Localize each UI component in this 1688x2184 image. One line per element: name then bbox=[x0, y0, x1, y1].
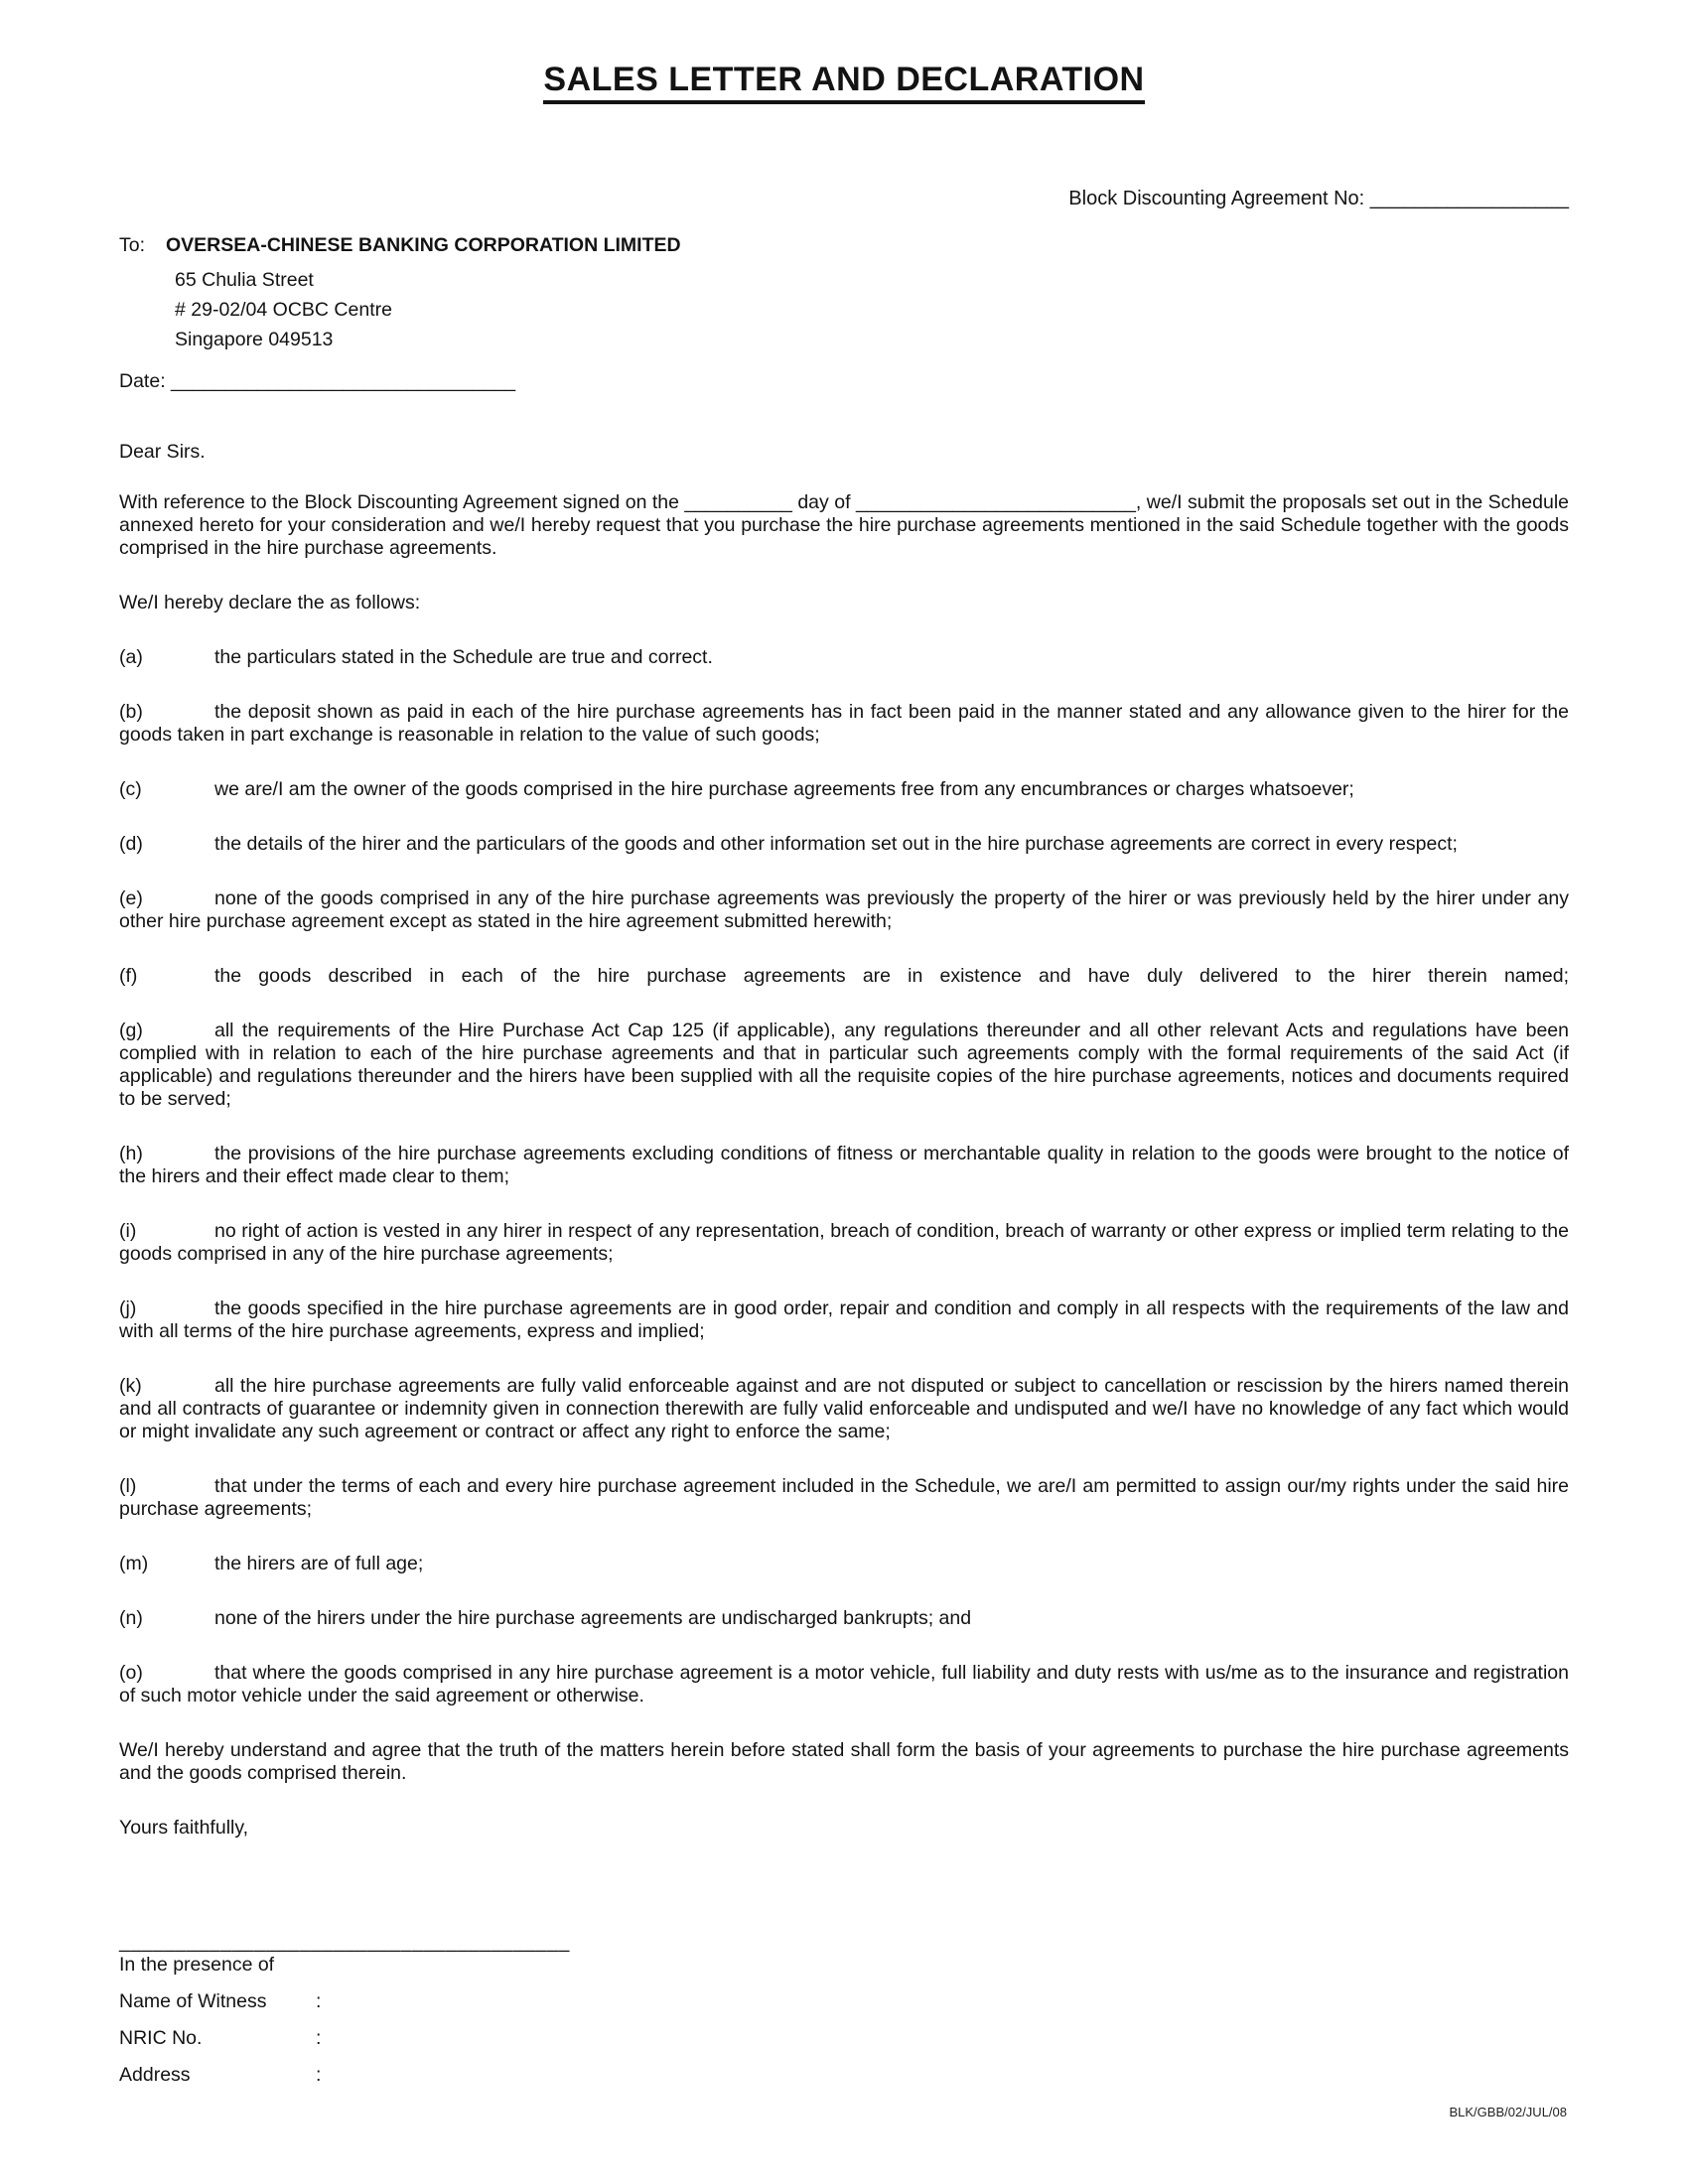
clause-label: (i) bbox=[119, 1220, 137, 1242]
clause-label: (h) bbox=[119, 1143, 143, 1164]
agreement-no-blank: __________________ bbox=[1369, 188, 1569, 209]
witness-name-colon: : bbox=[316, 1990, 322, 2012]
clause-text: all the requirements of the Hire Purchase Act Cap 125 (if applicable), any regulations thereunder and all other relevant Acts and regulations have been complied with in relation to each of the hire purchase agreements and that in particular such agreements comply with the formal requirements of the said Act (if applicable) and regulations thereunder and the hirers have been supplied with all the requisite copies of the hire purchase agreements, notices and documents required to be served; bbox=[119, 1020, 1569, 1110]
salutation: Dear Sirs. bbox=[119, 441, 206, 463]
form-reference-code: BLK/GBB/02/JUL/08 bbox=[1449, 2105, 1567, 2119]
clause-f bbox=[119, 965, 1569, 988]
clause-text: none of the hirers under the hire purchase agreements are undischarged bankrupts; and bbox=[214, 1607, 972, 1629]
clause-text: that under the terms of each and every hire purchase agreement included in the Schedule, we are/I am permitted to assign our/my rights under the said hire purchase agreements; bbox=[119, 1475, 1569, 1520]
clause-k bbox=[119, 1375, 1569, 1443]
address-line: Singapore 049513 bbox=[175, 329, 334, 350]
clause-g bbox=[119, 1020, 1569, 1111]
clause-h bbox=[119, 1143, 1569, 1188]
closing-paragraph: We/I hereby understand and agree that the truth of the matters herein before stated shall form the basis of your agreements to purchase the hire purchase agreements and the goods comprised therein. bbox=[119, 1739, 1569, 1784]
clause-label: (m) bbox=[119, 1553, 149, 1574]
witness-nric-label: NRIC No. bbox=[119, 2027, 203, 2049]
intro-paragraph: With reference to the Block Discounting Agreement signed on the __________ day of __________________________, we/I submit the proposals set out in the Schedule annexed hereto for your consideration and we/I hereby request that you purchase the hire purchase agreements mentioned in the said Schedule together with the goods comprised in the hire purchase agreements. bbox=[119, 491, 1569, 559]
declaration-intro: We/I hereby declare the as follows: bbox=[119, 592, 421, 614]
date-blank: ________________________________ bbox=[171, 370, 516, 392]
clause-m bbox=[119, 1553, 1569, 1575]
clause-a bbox=[119, 646, 1569, 669]
clause-text: the deposit shown as paid in each of the hire purchase agreements has in fact been paid in the manner stated and any allowance given to the hirer for the goods taken in part exchange is reasonable in relation to the value of such goods; bbox=[119, 701, 1569, 746]
clause-j bbox=[119, 1297, 1569, 1343]
witness-name-label: Name of Witness bbox=[119, 1990, 267, 2012]
clause-text: the provisions of the hire purchase agreements excluding conditions of fitness or merchantable quality in relation to the goods were brought to the notice of the hirers and their effect made clear to them; bbox=[119, 1143, 1569, 1187]
witness-row-address bbox=[119, 2064, 1569, 2087]
agreement-no-label: Block Discounting Agreement No: bbox=[1068, 188, 1365, 209]
clause-label: (f) bbox=[119, 965, 138, 987]
clause-label: (c) bbox=[119, 778, 142, 800]
date-label: Date: bbox=[119, 370, 166, 392]
clause-text: none of the goods comprised in any of the hire purchase agreements was previously the property of the hirer or was previously held by the hirer under any other hire purchase agreement except as stated in the hire agreement submitted herewith; bbox=[119, 887, 1569, 932]
clause-label: (b) bbox=[119, 701, 143, 723]
clause-text: the goods described in each of the hire purchase agreements are in existence and have duly delivered to the hirer therein named; bbox=[214, 965, 1569, 987]
recipient-name-row bbox=[119, 234, 1569, 257]
agreement-no-line bbox=[119, 188, 1569, 210]
clause-text: no right of action is vested in any hirer in respect of any representation, breach of condition, breach of warranty or other express or implied term relating to the goods comprised in any of the hire purchase agreements; bbox=[119, 1220, 1569, 1265]
valediction: Yours faithfully, bbox=[119, 1817, 249, 1839]
clause-text: that where the goods comprised in any hire purchase agreement is a motor vehicle, full liability and duty rests with us/me as to the insurance and registration of such motor vehicle under the said agreement or otherwise. bbox=[119, 1662, 1569, 1706]
clause-label: (g) bbox=[119, 1020, 143, 1041]
to-label: To: bbox=[119, 234, 146, 256]
clause-text: we are/I am the owner of the goods comprised in the hire purchase agreements free from any encumbrances or charges whatsoever; bbox=[214, 778, 1354, 800]
witness-address-label: Address bbox=[119, 2064, 191, 2086]
date-line bbox=[119, 370, 1569, 393]
clause-text: all the hire purchase agreements are fully valid enforceable against and are not disputed or subject to cancellation or rescission by the hirers named therein and all contracts of guarantee or indemnity given in connection therewith are fully valid enforceable and undisputed and we/I have no knowledge of any fact which would or might invalidate any such agreement or contract or affect any right to enforce the same; bbox=[119, 1375, 1569, 1442]
recipient-address bbox=[175, 265, 1569, 354]
clause-label: (l) bbox=[119, 1475, 137, 1497]
page-title: SALES LETTER AND DECLARATION bbox=[543, 60, 1144, 104]
clause-c bbox=[119, 778, 1569, 801]
clause-text: the particulars stated in the Schedule are true and correct. bbox=[214, 646, 713, 668]
clause-label: (j) bbox=[119, 1297, 137, 1319]
clause-l bbox=[119, 1475, 1569, 1521]
clause-label: (d) bbox=[119, 833, 143, 855]
clause-label: (o) bbox=[119, 1662, 143, 1684]
clause-d bbox=[119, 833, 1569, 856]
title-container bbox=[119, 60, 1569, 104]
clause-label: (e) bbox=[119, 887, 143, 909]
recipient-block bbox=[119, 234, 1569, 354]
address-line: 65 Chulia Street bbox=[175, 269, 314, 291]
clause-i bbox=[119, 1220, 1569, 1266]
clause-e bbox=[119, 887, 1569, 933]
clause-n bbox=[119, 1607, 1569, 1630]
witness-row-name bbox=[119, 1990, 1569, 2013]
witness-row-nric bbox=[119, 2027, 1569, 2050]
witness-nric-colon: : bbox=[316, 2027, 322, 2049]
clause-text: the details of the hirer and the particulars of the goods and other information set out in the hire purchase agreements are correct in every respect; bbox=[214, 833, 1458, 855]
clause-label: (k) bbox=[119, 1375, 142, 1397]
clause-text: the goods specified in the hire purchase agreements are in good order, repair and condition and comply in all respects with the requirements of the law and with all terms of the hire purchase agreements, express and implied; bbox=[119, 1297, 1569, 1342]
witness-address-colon: : bbox=[316, 2064, 322, 2086]
clause-label: (a) bbox=[119, 646, 143, 668]
signature-line: ________________________________________ bbox=[119, 1931, 570, 1953]
clause-b bbox=[119, 701, 1569, 747]
clause-o bbox=[119, 1662, 1569, 1707]
clause-text: the hirers are of full age; bbox=[214, 1553, 424, 1574]
address-line: # 29-02/04 OCBC Centre bbox=[175, 299, 392, 321]
recipient-name: OVERSEA-CHINESE BANKING CORPORATION LIMITED bbox=[166, 234, 681, 256]
presence-line: In the presence of bbox=[119, 1954, 275, 1976]
clause-label: (n) bbox=[119, 1607, 143, 1629]
